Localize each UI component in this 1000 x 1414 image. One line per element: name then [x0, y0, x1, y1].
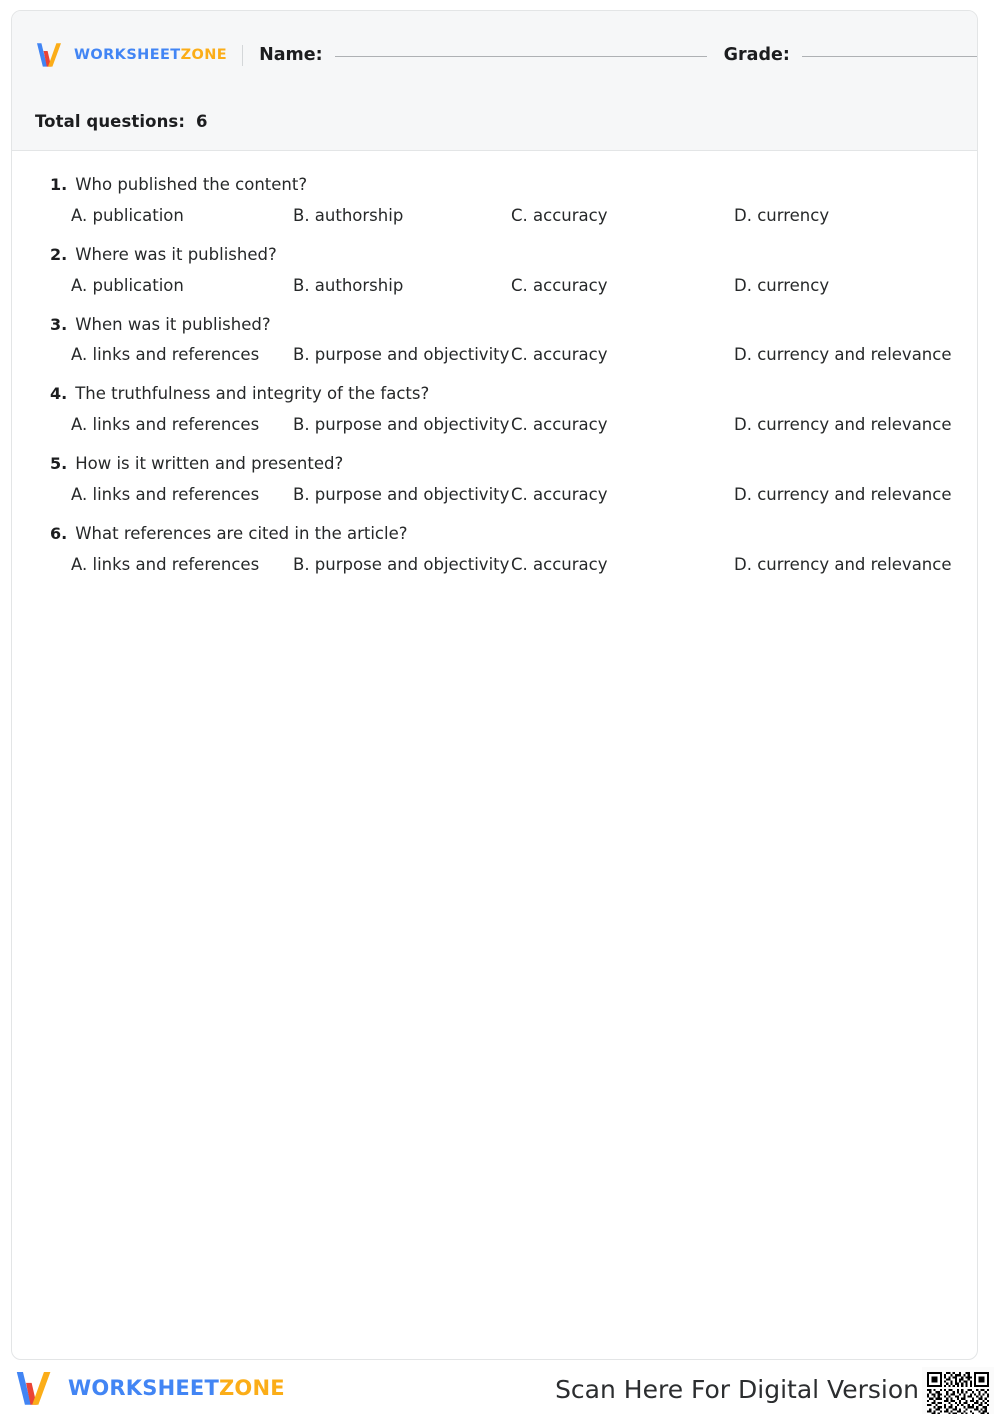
option-b[interactable]: B. purpose and objectivity: [293, 554, 510, 574]
question-options: [50, 485, 977, 507]
worksheet-header: [12, 11, 977, 151]
scan-instruction-text: Scan Here For Digital Version: [555, 1375, 919, 1404]
footer-brand-wordmark: [68, 1378, 285, 1399]
question-options: [50, 555, 977, 577]
question-number: 4.: [50, 384, 68, 404]
option-a[interactable]: A. links and references: [71, 345, 260, 365]
question-text: When was it published?: [75, 314, 271, 334]
question-text: Who published the content?: [75, 175, 308, 194]
name-label: Name:: [259, 45, 323, 65]
option-d[interactable]: D. currency and relevance: [734, 554, 952, 574]
option-b[interactable]: B. authorship: [293, 205, 404, 225]
header-divider: [242, 45, 243, 66]
option-a[interactable]: A. links and references: [71, 484, 260, 504]
question-item: [12, 524, 977, 577]
option-b[interactable]: B. purpose and objectivity: [293, 484, 510, 504]
option-b[interactable]: B. purpose and objectivity: [293, 345, 510, 365]
question-text: What references are cited in the article?: [75, 523, 408, 543]
worksheetzone-w-logo-icon: [14, 1370, 56, 1407]
option-c[interactable]: C. accuracy: [511, 484, 608, 504]
brand-wordmark: [74, 48, 227, 63]
questions-list: [12, 151, 977, 577]
question-heading: [50, 454, 977, 474]
question-item: [12, 175, 977, 228]
question-number: 5.: [50, 454, 68, 474]
option-b[interactable]: B. authorship: [293, 275, 404, 295]
grade-label: Grade:: [723, 45, 790, 65]
question-item: [12, 315, 977, 368]
grade-field[interactable]: [724, 45, 978, 65]
option-c[interactable]: C. accuracy: [511, 554, 608, 574]
question-item: [12, 454, 977, 507]
option-b[interactable]: B. purpose and objectivity: [293, 415, 510, 435]
question-options: [50, 206, 977, 228]
option-a[interactable]: A. links and references: [71, 554, 260, 574]
footer-brand-wordmark-part2: ZONE: [218, 1376, 285, 1400]
header-row: [12, 33, 977, 77]
name-field[interactable]: [259, 45, 707, 65]
option-a[interactable]: A. publication: [71, 205, 184, 225]
option-d[interactable]: D. currency: [734, 275, 830, 295]
brand-wordmark-part2: ZONE: [180, 46, 228, 63]
question-number: 2.: [50, 244, 68, 264]
option-c[interactable]: C. accuracy: [511, 415, 608, 435]
total-questions-count: 6: [196, 112, 208, 131]
option-c[interactable]: C. accuracy: [511, 275, 608, 295]
option-d[interactable]: D. currency and relevance: [734, 345, 952, 365]
question-heading: [50, 315, 977, 335]
worksheet-card: [11, 10, 978, 1360]
question-heading: [50, 524, 977, 544]
option-d[interactable]: D. currency and relevance: [734, 484, 952, 504]
question-text: How is it written and presented?: [75, 454, 344, 474]
qr-code-icon[interactable]: [922, 1367, 994, 1414]
question-heading: [50, 175, 977, 195]
option-c[interactable]: C. accuracy: [511, 205, 608, 225]
option-d[interactable]: D. currency and relevance: [734, 415, 952, 435]
question-number: 6.: [50, 523, 68, 543]
question-options: [50, 415, 977, 437]
footer-brand-wordmark-part1: WORKSHEET: [68, 1376, 219, 1400]
brand-logo: [35, 42, 227, 68]
question-text: The truthfulness and integrity of the facts?: [75, 384, 430, 404]
grade-input-rule[interactable]: [802, 56, 978, 57]
option-c[interactable]: C. accuracy: [511, 345, 608, 365]
question-text: Where was it published?: [75, 244, 277, 264]
total-questions-label: Total questions:: [35, 112, 186, 131]
question-item: [12, 384, 977, 437]
question-item: [12, 245, 977, 298]
question-options: [50, 276, 977, 298]
option-d[interactable]: D. currency: [734, 205, 830, 225]
page-footer: [0, 1366, 1000, 1414]
question-number: 1.: [50, 175, 68, 194]
question-options: [50, 345, 977, 367]
question-heading: [50, 384, 977, 404]
question-heading: [50, 245, 977, 265]
name-input-rule[interactable]: [335, 56, 707, 57]
option-a[interactable]: A. links and references: [71, 415, 260, 435]
worksheetzone-w-logo-icon: [35, 42, 65, 68]
option-a[interactable]: A. publication: [71, 275, 184, 295]
brand-wordmark-part1: WORKSHEET: [74, 46, 181, 63]
question-number: 3.: [50, 314, 68, 334]
footer-brand-logo: [14, 1370, 285, 1407]
total-questions: [35, 112, 208, 131]
